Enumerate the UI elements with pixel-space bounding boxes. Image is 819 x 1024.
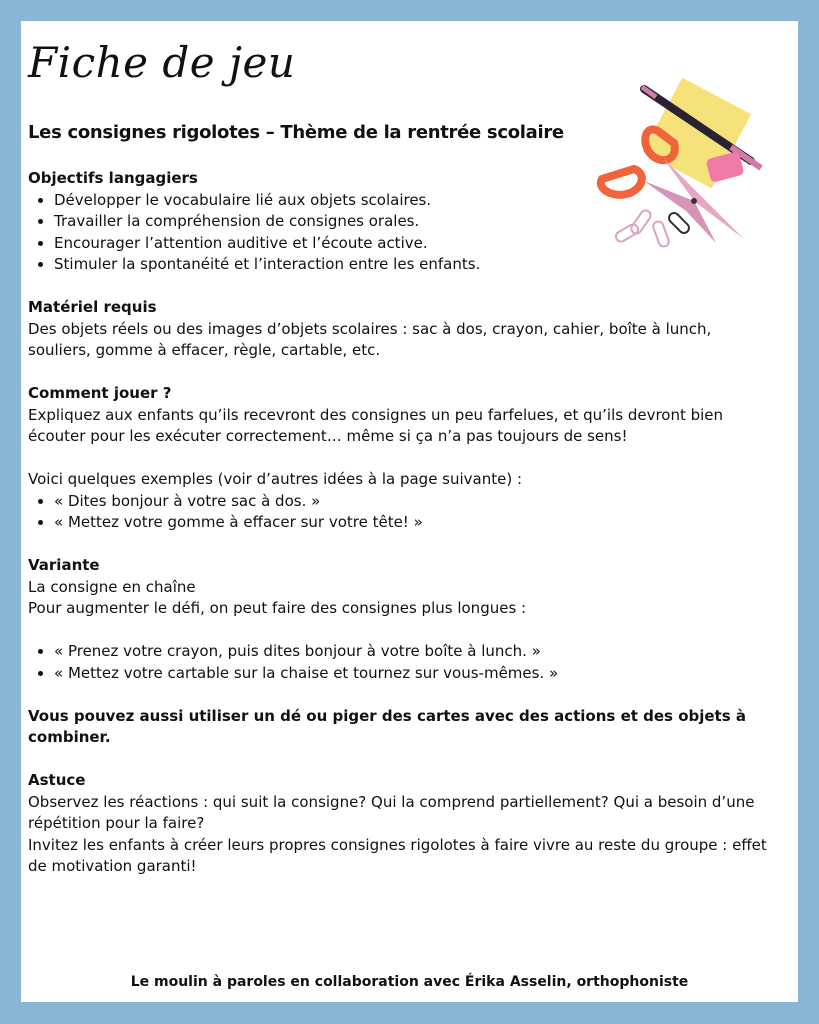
examples-list xyxy=(28,491,788,534)
list-item: • « Prenez votre crayon, puis dites bonjour à votre boîte à lunch. » xyxy=(54,641,788,663)
list-item: • « Mettez votre cartable sur la chaise et tournez sur vous-mêmes. » xyxy=(54,663,788,685)
examples-intro: Voici quelques exemples (voir d’autres idées à la page suivante) : xyxy=(28,470,523,488)
footer-credit: Le moulin à paroles en collaboration avec Érika Asselin, orthophoniste xyxy=(130,974,689,990)
section-materiel xyxy=(28,297,788,362)
page-title: Fiche de jeu xyxy=(28,38,296,87)
list-item: • Encourager l’attention auditive et l’écoute active. xyxy=(54,233,788,255)
paragraph-line: écouter pour les exécuter correctement… même si ça n’a pas toujours de sens! xyxy=(28,427,628,445)
section-heading: Comment jouer ? xyxy=(28,384,172,402)
objectives-list xyxy=(28,190,788,276)
paragraph-line: Observez les réactions : qui suit la consigne? Qui la comprend partiellement? Qui a besoin d’une xyxy=(28,792,755,811)
worksheet-page xyxy=(21,21,798,1002)
worksheet-content xyxy=(28,168,788,878)
list-item: • Développer le vocabulaire lié aux objets scolaires. xyxy=(54,190,788,212)
section-variante xyxy=(28,555,788,684)
section-heading: Astuce xyxy=(28,771,86,789)
section-heading: Objectifs langagiers xyxy=(28,169,198,187)
paragraph-line: Invitez les enfants à créer leurs propres consignes rigolotes à faire vivre au reste du groupe : effet xyxy=(28,835,767,854)
section-comment-jouer xyxy=(28,383,788,534)
paragraph-line: répétition pour la faire? xyxy=(28,814,205,832)
list-item: • « Dites bonjour à votre sac à dos. » xyxy=(54,491,788,513)
paragraph-line: de motivation garanti! xyxy=(28,857,197,875)
section-heading: Variante xyxy=(28,556,100,574)
paragraph-line: Pour augmenter le défi, on peut faire des consignes plus longues : xyxy=(28,599,527,617)
paragraph-line: Des objets réels ou des images d’objets scolaires : sac à dos, crayon, cahier, boîte à lunch, xyxy=(28,319,712,338)
paragraph-line: souliers, gomme à effacer, règle, cartable, etc. xyxy=(28,341,381,359)
list-item: • « Mettez votre gomme à effacer sur votre tête! » xyxy=(54,512,788,534)
activity-title: Les consignes rigolotes – Thème de la rentrée scolaire xyxy=(28,122,564,143)
bold-note: Vous pouvez aussi utiliser un dé ou piger des cartes avec des actions et des objets à combiner. xyxy=(28,706,746,746)
paragraph-line: La consigne en chaîne xyxy=(28,577,196,596)
paragraph-line: Expliquez aux enfants qu’ils recevront des consignes un peu farfelues, et qu’ils devront bien xyxy=(28,405,724,424)
list-item: • Stimuler la spontanéité et l’interaction entre les enfants. xyxy=(54,254,788,276)
variant-list xyxy=(28,641,788,684)
section-heading: Matériel requis xyxy=(28,298,157,316)
section-astuce xyxy=(28,770,788,878)
section-objectifs xyxy=(28,168,788,276)
list-item: • Travailler la compréhension de consignes orales. xyxy=(54,211,788,233)
